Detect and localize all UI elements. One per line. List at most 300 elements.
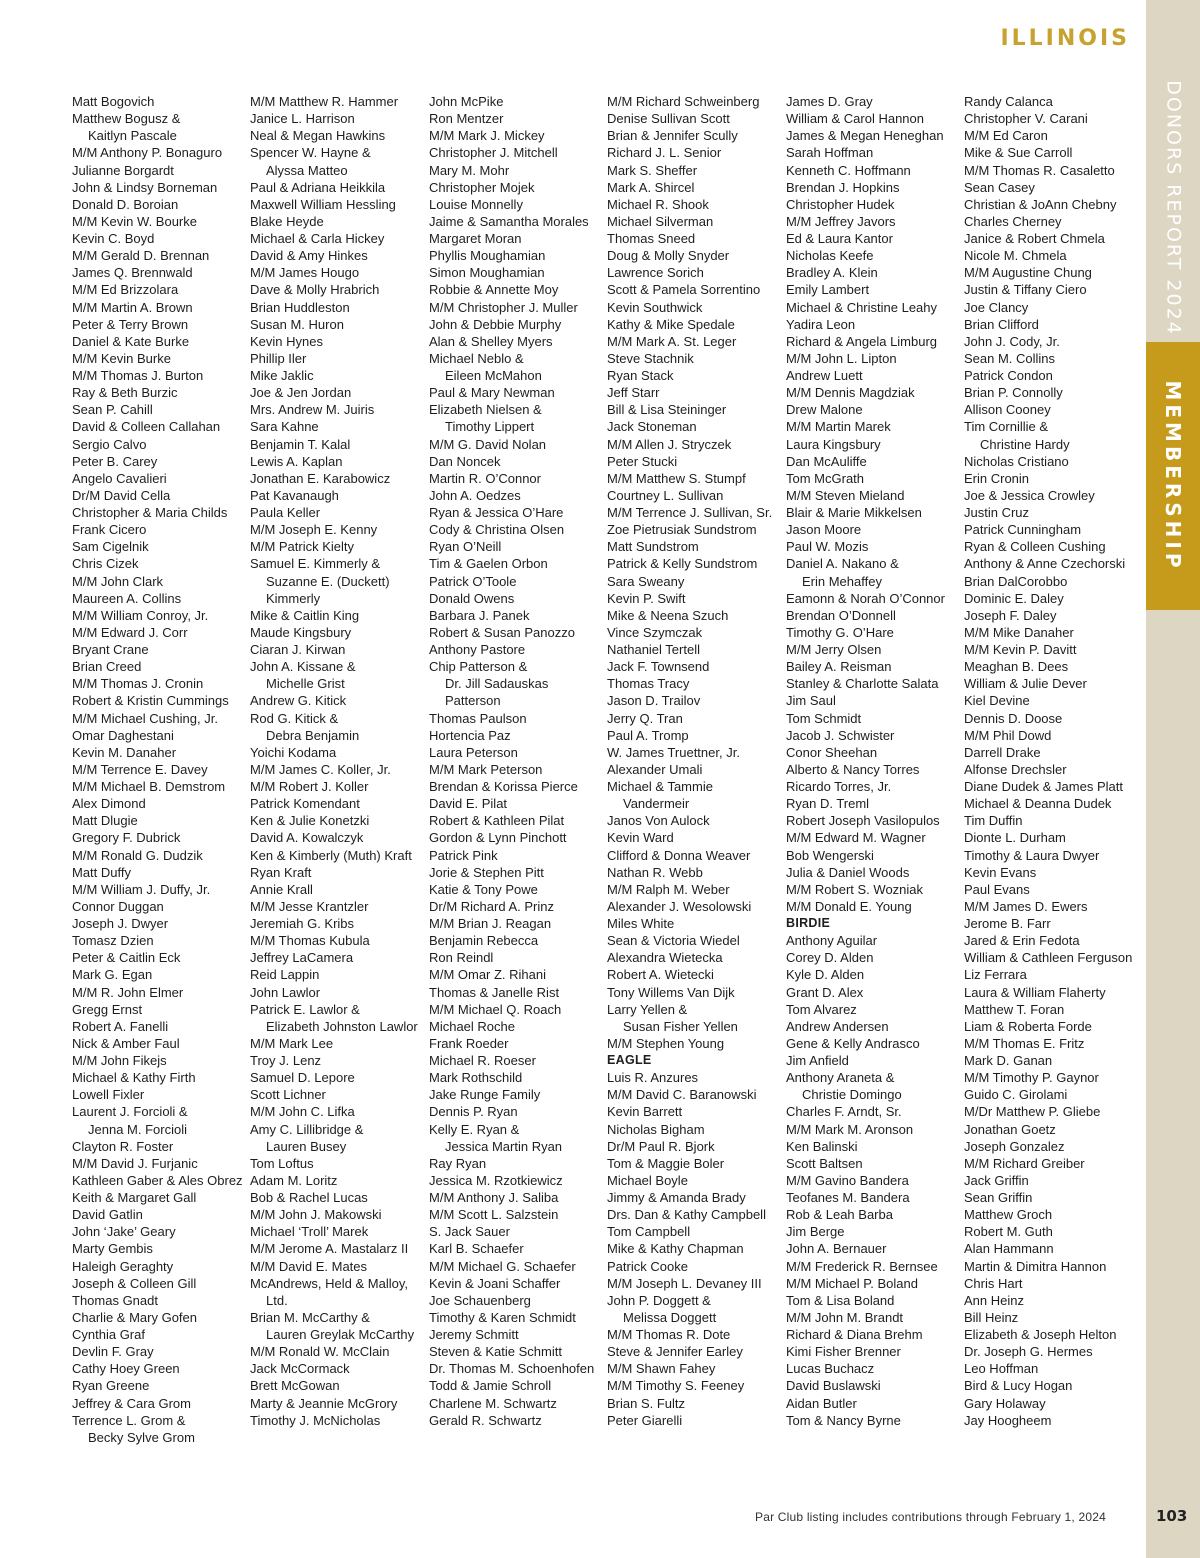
donor-name: Bailey A. Reisman (786, 659, 892, 675)
donor-name: Jonathan Goetz (964, 1121, 1056, 1137)
donor-name: Todd & Jamie Schroll (429, 1378, 552, 1394)
donor-name: Annie Krall (250, 881, 313, 897)
donor-name: Diane Dudek & James Platt (964, 779, 1123, 794)
donor-name: M/M Anthony J. Saliba (429, 1190, 559, 1205)
donor-name: Jenna M. Forcioli (88, 1121, 187, 1137)
donor-name: Chip Patterson & (429, 659, 528, 675)
donor-name: M/M Ronald G. Dudzik (72, 847, 203, 863)
donor-name: Laura Kingsbury (786, 436, 881, 452)
donor-name: Janos Von Aulock (607, 813, 710, 829)
donor-name: Dan Noncek (429, 453, 501, 469)
donor-name: Kevin Hynes (250, 333, 323, 349)
donor-name: Mike & Caitlin King (250, 607, 360, 623)
donor-name: Dionte L. Durham (964, 830, 1066, 846)
donor-name: Kevin P. Swift (607, 590, 686, 606)
donor-name: Maxwell William Hessling (250, 196, 396, 212)
donor-name: Ltd. (266, 1292, 288, 1308)
donor-name: Jimmy & Amanda Brady (607, 1190, 746, 1205)
donor-name: Allison Cooney (964, 402, 1051, 418)
donor-name: Chris Hart (964, 1275, 1023, 1291)
donor-name: David & Amy Hinkes (250, 248, 368, 264)
donor-name: Ryan O’Neill (429, 539, 502, 555)
donor-name: Brett McGowan (250, 1378, 340, 1394)
donor-name: Jim Saul (786, 693, 836, 709)
donor-name: Sean P. Cahill (72, 402, 153, 418)
donor-name: Teofanes M. Bandera (786, 1190, 910, 1205)
donor-name: Ray Ryan (429, 1155, 487, 1171)
donor-name: Richard & Diana Brehm (786, 1327, 923, 1342)
donor-name: William & Cathleen Ferguson (964, 950, 1133, 966)
donor-name: Erin Mehaffey (802, 573, 882, 589)
donor-name: David Gatlin (72, 1207, 143, 1223)
donor-name: Cynthia Graf (72, 1327, 145, 1342)
donor-name: M/M Christopher J. Muller (429, 299, 578, 315)
donor-name: Tony Willems Van Dijk (607, 984, 735, 1000)
donor-name: Tomasz Dzien (72, 933, 154, 949)
donor-name: Kathy & Mike Spedale (607, 316, 735, 332)
report-title: DONORS REPORT 2024 (1162, 80, 1184, 336)
tier-heading: EAGLE (607, 1053, 652, 1067)
footer-note: Par Club listing includes contributions through February 1, 2024 (755, 1510, 1106, 1524)
donor-name: M/M Kevin Burke (72, 350, 171, 366)
donor-name: Ryan D. Treml (786, 796, 870, 812)
donor-column-4 (607, 93, 783, 1429)
donor-name: M/M Ronald W. McClain (250, 1344, 390, 1360)
donor-name: Jason D. Trailov (607, 693, 701, 709)
donor-name: M/M Mark Lee (250, 1035, 334, 1051)
donor-name: Tom Alvarez (786, 1001, 857, 1017)
donor-name: M/M Jeffrey Javors (786, 213, 896, 229)
donor-name: Ann Heinz (964, 1292, 1024, 1308)
donor-name: Brendan J. Hopkins (786, 179, 900, 195)
donor-name: Jorie & Stephen Pitt (429, 864, 544, 880)
donor-name: Peter Giarelli (607, 1412, 683, 1428)
donor-name: Clifford & Donna Weaver (607, 847, 751, 863)
donor-name: Peter Stucki (607, 453, 678, 469)
donor-name: Amy C. Lillibridge & (250, 1121, 364, 1137)
donor-name: Thomas Sneed (607, 231, 696, 246)
donor-name: Robbie & Annette Moy (429, 282, 559, 298)
donor-name: Anthony & Anne Czechorski (964, 556, 1126, 572)
donor-name: James D. Gray (786, 94, 873, 109)
donor-name: M/M Michael Cushing, Jr. (72, 710, 218, 726)
donor-name: Patrick Pink (429, 847, 498, 863)
donor-name: Ken Balinski (786, 1138, 858, 1154)
donor-name: Brian & Jennifer Scully (607, 128, 738, 144)
donor-name: S. Jack Sauer (429, 1224, 510, 1240)
donor-name: W. James Truettner, Jr. (607, 744, 740, 760)
donor-name: Melissa Doggett (623, 1309, 717, 1325)
donor-name: M/M James C. Koller, Jr. (250, 761, 391, 777)
donor-name: Susan M. Huron (250, 316, 344, 332)
donor-name: Kevin M. Danaher (72, 744, 177, 760)
donor-name: John A. Kissane & (250, 659, 356, 675)
donor-name: M/M David J. Furjanic (72, 1155, 198, 1171)
donor-name: Chris Cizek (72, 556, 139, 572)
donor-name: Suzanne E. (Duckett) (266, 573, 390, 589)
donor-name: Grant D. Alex (786, 984, 864, 1000)
donor-name: Joe & Jen Jordan (250, 385, 352, 401)
donor-name: David A. Kowalczyk (250, 830, 364, 846)
donor-name: Bradley A. Klein (786, 265, 878, 281)
donor-name: Michael R. Shook (607, 196, 709, 212)
donor-name: Bill Heinz (964, 1309, 1019, 1325)
donor-name: Nathan R. Webb (607, 864, 703, 880)
donor-name: Mike Jaklic (250, 368, 314, 383)
donor-name: M/M Michael G. Schaefer (429, 1258, 576, 1274)
donor-name: Bryant Crane (72, 642, 149, 657)
donor-name: Paul Evans (964, 881, 1030, 897)
donor-name: John J. Cody, Jr. (964, 333, 1060, 349)
donor-name: Jared & Erin Fedota (964, 933, 1080, 949)
donor-name: Michael Neblo & (429, 350, 524, 366)
donor-column-6 (964, 93, 1140, 1429)
donor-name: Matt Dlugie (72, 813, 138, 829)
section-tab (1146, 342, 1200, 610)
donor-name: Christian & JoAnn Chebny (964, 196, 1117, 212)
donor-name: Kyle D. Alden (786, 967, 865, 983)
donor-name: Mark D. Ganan (964, 1053, 1053, 1068)
donor-name: William & Julie Dever (964, 676, 1087, 692)
donor-name: M/M Gerald D. Brennan (72, 248, 210, 264)
donor-name: Kathleen Gaber & Ales Obrez (72, 1172, 243, 1188)
donor-name: Joseph F. Daley (964, 607, 1057, 623)
donor-name: Julia & Daniel Woods (786, 864, 910, 880)
donor-name: Benjamin T. Kalal (250, 436, 351, 452)
donor-name: Matt Duffy (72, 864, 132, 880)
donor-name: Andrew Andersen (786, 1018, 889, 1034)
donor-name: Lowell Fixler (72, 1087, 145, 1103)
donor-name: Hortencia Paz (429, 727, 511, 743)
donor-name: Sean M. Collins (964, 350, 1056, 366)
donor-name: Sam Cigelnik (72, 539, 149, 555)
donor-name: Ricardo Torres, Jr. (786, 779, 892, 794)
donor-name: Ron Mentzer (429, 111, 504, 127)
donor-name: Christie Domingo (802, 1087, 902, 1103)
donor-name: Erin Cronin (964, 470, 1030, 486)
donor-name: Dennis P. Ryan (429, 1104, 518, 1120)
donor-name: M/M Jerome A. Mastalarz II (250, 1241, 409, 1257)
donor-name: Sean Casey (964, 179, 1035, 195)
donor-name: M/M William Conroy, Jr. (72, 607, 209, 623)
donor-name: Timothy & Laura Dwyer (964, 847, 1100, 863)
donor-name: M/M Thomas R. Dote (607, 1327, 731, 1342)
donor-name: Michael & Deanna Dudek (964, 796, 1112, 812)
donor-name: Bill & Lisa Steininger (607, 402, 727, 418)
donor-name: Marty & Jeannie McGrory (250, 1395, 398, 1411)
donor-name: John P. Doggett & (607, 1292, 711, 1308)
donor-name: Brendan O’Donnell (786, 607, 896, 623)
donor-name: M/M Scott L. Salzstein (429, 1207, 559, 1223)
donor-name: James & Megan Heneghan (786, 128, 944, 144)
donor-name: Jeffrey & Cara Grom (72, 1395, 191, 1411)
donor-name: Patrick E. Lawlor & (250, 1001, 360, 1017)
donor-name: Tim & Gaelen Orbon (429, 556, 548, 572)
donor-name: Donald D. Boroian (72, 196, 179, 212)
donor-name: Drew Malone (786, 402, 863, 418)
donor-name: Angelo Cavalieri (72, 470, 167, 486)
donor-name: Kevin Ward (607, 830, 674, 846)
donor-name: Kaitlyn Pascale (88, 128, 177, 144)
donor-name: Dr/M Paul R. Bjork (607, 1138, 715, 1154)
donor-name: Justin Cruz (964, 505, 1030, 520)
donor-name: Patrick O’Toole (429, 573, 517, 589)
donor-name: Scott Baltsen (786, 1155, 863, 1171)
donor-name: Mike & Neena Szuch (607, 607, 729, 623)
donor-name: M/M Augustine Chung (964, 265, 1092, 281)
donor-name: Eamonn & Norah O’Connor (786, 590, 945, 606)
donor-name: Kiel Devine (964, 693, 1030, 709)
donor-name: M/M Thomas R. Casaletto (964, 162, 1115, 178)
donor-name: Jonathan E. Karabowicz (250, 470, 391, 486)
donor-name: John A. Bernauer (786, 1241, 887, 1257)
donor-name: M/M Ralph M. Weber (607, 881, 730, 897)
donor-name: M/M Mike Danaher (964, 624, 1074, 640)
donor-name: Jerome B. Farr (964, 916, 1051, 931)
donor-name: M/M Ed Brizzolara (72, 282, 179, 298)
donor-name: Lawrence Sorich (607, 265, 704, 281)
donor-name: Frank Cicero (72, 522, 147, 538)
donor-name: Christopher & Maria Childs (72, 505, 228, 520)
donor-name: Tom Campbell (607, 1224, 691, 1240)
donor-name: William & Carol Hannon (786, 111, 924, 127)
donor-name: Dr. Joseph G. Hermes (964, 1344, 1093, 1360)
donor-name: Mark G. Egan (72, 967, 153, 983)
donor-name: Jeremy Schmitt (429, 1327, 519, 1342)
donor-name: Alan & Shelley Myers (429, 333, 553, 349)
donor-name: Brian Creed (72, 659, 142, 675)
donor-name: Gary Holaway (964, 1395, 1046, 1411)
donor-name: Joe Clancy (964, 299, 1029, 315)
donor-name: Daniel A. Nakano & (786, 556, 899, 572)
donor-name: Kelly E. Ryan & (429, 1121, 520, 1137)
donor-name: Stanley & Charlotte Salata (786, 676, 939, 692)
donor-name: Steven & Katie Schmitt (429, 1344, 562, 1360)
donor-name: Pat Kavanaugh (250, 487, 339, 503)
donor-name: Joe Schauenberg (429, 1292, 531, 1308)
donor-name: Lucas Buchacz (786, 1361, 875, 1377)
donor-name: Matt Sundstrom (607, 539, 699, 555)
donor-name: John ‘Jake’ Geary (72, 1224, 176, 1240)
donor-name: Corey D. Alden (786, 950, 874, 966)
donor-name: Martin & Dimitra Hannon (964, 1258, 1107, 1274)
donor-name: Haleigh Geraghty (72, 1258, 174, 1274)
donor-name: Timothy G. O’Hare (786, 624, 894, 640)
donor-name: M/M John M. Brandt (786, 1309, 904, 1325)
donor-name: Jake Runge Family (429, 1087, 541, 1103)
donor-name: Dan McAuliffe (786, 453, 867, 469)
donor-name: Ron Reindl (429, 950, 494, 966)
donor-name: Blair & Marie Mikkelsen (786, 505, 922, 520)
donor-name: M/M Joseph L. Devaney III (607, 1275, 762, 1291)
donor-name: Paul & Adriana Heikkila (250, 179, 386, 195)
donor-name: M/M Thomas J. Cronin (72, 676, 204, 692)
donor-name: Denise Sullivan Scott (607, 111, 730, 127)
donor-name: M/M Mark A. St. Leger (607, 333, 737, 349)
donor-name: M/M Martin Marek (786, 419, 891, 435)
donor-name: Robert A. Wietecki (607, 967, 714, 983)
donor-name: M/M James Hougo (250, 265, 360, 281)
donor-name: Robert M. Guth (964, 1224, 1053, 1240)
donor-name: Mark A. Shircel (607, 179, 695, 195)
donor-name: Andrew G. Kitick (250, 693, 347, 709)
donor-name: Tom & Maggie Boler (607, 1155, 725, 1171)
donor-name: Peter B. Carey (72, 453, 158, 469)
donor-name: Michael Silverman (607, 213, 714, 229)
donor-name: Reid Lappin (250, 967, 320, 983)
donor-name: M/M Shawn Fahey (607, 1361, 716, 1377)
donor-name: David & Colleen Callahan (72, 419, 221, 435)
donor-name: Ryan Kraft (250, 864, 312, 880)
donor-name: Kevin Barrett (607, 1104, 683, 1120)
donor-name: Jeffrey LaCamera (250, 950, 354, 966)
page-number: 103 (1156, 1507, 1188, 1525)
donor-name: M/M Richard Greiber (964, 1155, 1085, 1171)
donor-name: Alan Hammann (964, 1241, 1054, 1257)
donor-name: M/M David E. Mates (250, 1258, 368, 1274)
donor-name: M/M Anthony P. Bonaguro (72, 145, 223, 161)
donor-name: M/M Stephen Young (607, 1035, 725, 1051)
donor-name: M/M Brian J. Reagan (429, 916, 552, 931)
donor-name: Ken & Julie Konetzki (250, 813, 370, 829)
donor-name: Gordon & Lynn Pinchott (429, 830, 567, 846)
donor-name: Paul W. Mozis (786, 539, 869, 555)
donor-name: Brian Clifford (964, 316, 1039, 332)
donor-name: Alexandra Wietecka (607, 950, 723, 966)
donor-name: Ryan & Colleen Cushing (964, 539, 1106, 555)
donor-name: M/M Robert J. Koller (250, 779, 369, 794)
donor-name: Gregg Ernst (72, 1001, 143, 1017)
donor-name: Kenneth C. Hoffmann (786, 162, 911, 178)
donor-name: John Lawlor (250, 984, 321, 1000)
donor-name: Michael & Christine Leahy (786, 299, 938, 315)
donor-name: M/M William J. Duffy, Jr. (72, 881, 211, 897)
donor-name: Robert & Kathleen Pilat (429, 813, 565, 829)
donor-name: Michael & Carla Hickey (250, 231, 385, 246)
donor-name: Patrick Cooke (607, 1258, 688, 1274)
donor-name: M/M Michael Q. Roach (429, 1001, 562, 1017)
donor-name: Michelle Grist (266, 676, 345, 692)
donor-name: Ken & Kimberly (Muth) Kraft (250, 847, 412, 863)
donor-name: M/M R. John Elmer (72, 984, 184, 1000)
donor-name: Rod G. Kitick & (250, 710, 339, 726)
donor-name: M/M John J. Makowski (250, 1207, 382, 1223)
donor-name: Dave & Molly Hrabrich (250, 282, 380, 298)
donor-name: Ryan Stack (607, 368, 674, 383)
donor-name: M/M Ed Caron (964, 128, 1048, 144)
donor-column-3 (429, 93, 605, 1429)
donor-name: Alberto & Nancy Torres (786, 761, 920, 777)
donor-name: Meaghan B. Dees (964, 659, 1069, 675)
donor-name: Tim Cornillie & (964, 419, 1049, 435)
donor-name: Laurent J. Forcioli & (72, 1104, 188, 1120)
donor-name: M/M Michael B. Demstrom (72, 779, 226, 794)
donor-name: Nicholas Keefe (786, 248, 874, 264)
donor-name: M/M Thomas J. Burton (72, 368, 204, 383)
tier-heading: BIRDIE (786, 916, 831, 930)
side-strip (1146, 0, 1200, 1558)
donor-name: M/M Kevin P. Davitt (964, 642, 1077, 657)
donor-name: Doug & Molly Snyder (607, 248, 730, 264)
donor-name: Dr/M David Cella (72, 487, 171, 503)
donor-name: Christopher J. Mitchell (429, 145, 558, 161)
donor-name: Peter & Terry Brown (72, 316, 189, 332)
donor-name: M/M David C. Baranowski (607, 1087, 757, 1103)
donor-name: Paul & Mary Newman (429, 385, 555, 401)
donor-name: Nicholas Bigham (607, 1121, 705, 1137)
donor-name: Alfonse Drechsler (964, 761, 1067, 777)
donor-name: M/M Martin A. Brown (72, 299, 193, 315)
donor-name: Becky Sylve Grom (88, 1429, 195, 1445)
donor-name: Tom & Lisa Boland (786, 1292, 895, 1308)
donor-name: Devlin F. Gray (72, 1344, 154, 1360)
donor-name: Timothy Lippert (445, 419, 535, 435)
donor-name: Keith & Margaret Gall (72, 1190, 197, 1205)
donor-name: Randy Calanca (964, 94, 1053, 109)
donor-name: Thomas Tracy (607, 676, 690, 692)
donor-name: Sarah Hoffman (786, 145, 874, 161)
donor-name: Patterson (445, 693, 501, 709)
donor-name: M/M Mark J. Mickey (429, 128, 545, 144)
donor-name: Janice & Robert Chmela (964, 231, 1105, 246)
donor-name: Justin & Tiffany Ciero (964, 282, 1087, 298)
donor-name: Mike & Sue Carroll (964, 145, 1073, 161)
donor-name: Thomas Gnadt (72, 1292, 158, 1308)
donor-name: Laura & William Flaherty (964, 984, 1106, 1000)
donor-name: Michael R. Roeser (429, 1053, 536, 1068)
donor-name: Benjamin Rebecca (429, 933, 539, 949)
donor-name: Gregory F. Dubrick (72, 830, 181, 846)
donor-name: Liam & Roberta Forde (964, 1018, 1092, 1034)
donor-name: Joe & Jessica Crowley (964, 487, 1095, 503)
donor-name: M/M Frederick R. Bernsee (786, 1258, 938, 1274)
donor-name: Leo Hoffman (964, 1361, 1039, 1377)
state-title: ILLINOIS (1000, 26, 1130, 51)
donor-name: M/M Kevin W. Bourke (72, 213, 197, 229)
donor-name: Nicole M. Chmela (964, 248, 1067, 264)
donor-name: M/M John L. Lipton (786, 350, 897, 366)
donor-name: M/Dr Matthew P. Gliebe (964, 1104, 1101, 1120)
donor-name: M/M Dennis Magdziak (786, 385, 915, 401)
donor-name: Katie & Tony Powe (429, 881, 538, 897)
donor-name: Yoichi Kodama (250, 744, 337, 760)
donor-name: Jack F. Townsend (607, 659, 710, 675)
donor-name: Christopher Hudek (786, 196, 895, 212)
donor-name: Robert & Susan Panozzo (429, 624, 575, 640)
donor-name: Peter & Caitlin Eck (72, 950, 181, 966)
donor-name: Sean & Victoria Wiedel (607, 933, 740, 949)
donor-name: Vince Szymczak (607, 624, 703, 640)
donor-name: M/M Terrence J. Sullivan, Sr. (607, 505, 773, 520)
donor-name: Scott Lichner (250, 1087, 326, 1103)
donor-name: Charlie & Mary Gofen (72, 1309, 197, 1325)
donor-name: Kimi Fisher Brenner (786, 1344, 901, 1360)
donor-name: Patrick Komendant (250, 796, 360, 812)
donor-name: Christine Hardy (980, 436, 1070, 452)
donor-name: Zoe Pietrusiak Sundstrom (607, 522, 757, 538)
donor-name: Paul A. Tromp (607, 727, 689, 743)
donor-name: Dr/M Richard A. Prinz (429, 898, 554, 914)
donor-name: Lauren Greylak McCarthy (266, 1327, 415, 1342)
donor-name: Jeremiah G. Kribs (250, 916, 355, 931)
donor-name: John A. Oedzes (429, 487, 521, 503)
donor-name: Emily Lambert (786, 282, 870, 298)
donor-name: Susan Fisher Yellen (623, 1018, 738, 1034)
donor-name: M/M Thomas E. Fritz (964, 1035, 1085, 1051)
donor-name: Anthony Araneta & (786, 1070, 895, 1086)
donor-name: Bird & Lucy Hogan (964, 1378, 1073, 1394)
donor-name: Joseph Gonzalez (964, 1138, 1065, 1154)
